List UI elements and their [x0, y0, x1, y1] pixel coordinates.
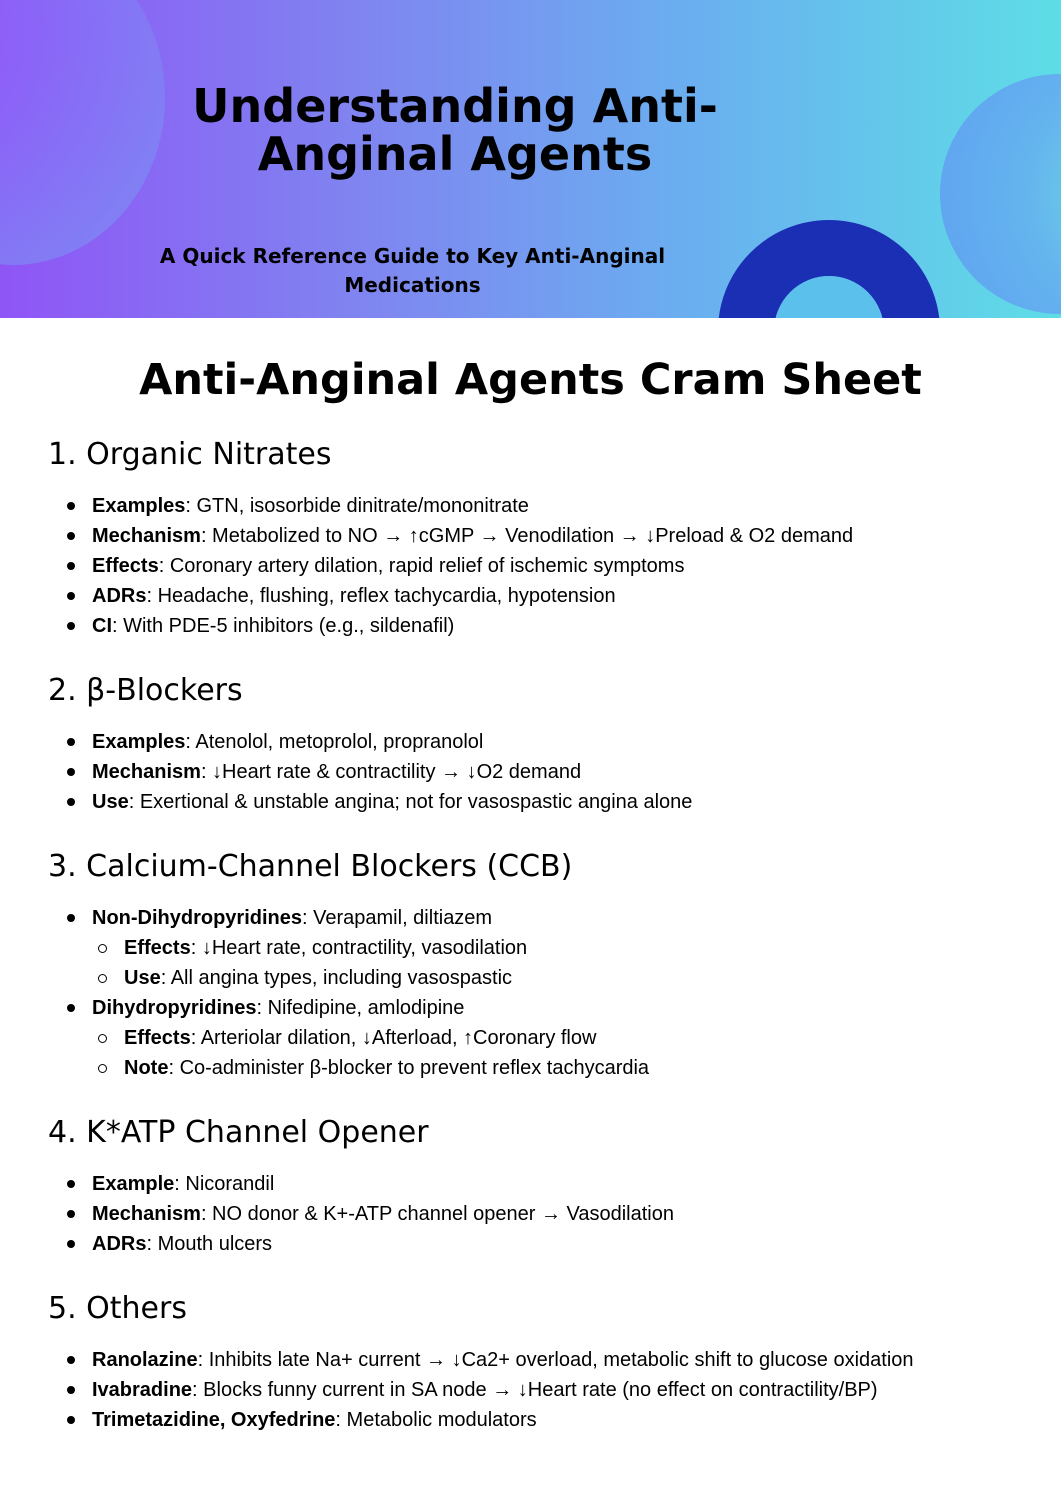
list-item — [48, 727, 1038, 757]
list-item — [48, 611, 1038, 641]
sub-list-item — [92, 933, 1038, 963]
list-item — [48, 1405, 1038, 1435]
list-item — [48, 903, 1038, 993]
item-text: : Blocks funny current in SA node → ↓Heart rate (no effect on contractility/BP) — [192, 1379, 878, 1401]
section-list — [48, 1345, 1038, 1435]
item-label: Example — [92, 1173, 175, 1195]
item-label: Effects — [124, 1027, 191, 1049]
item-text: : GTN, isosorbide dinitrate/mononitrate — [185, 495, 529, 517]
page-title: Anti-Anginal Agents Cram Sheet — [139, 355, 922, 405]
list-item — [48, 581, 1038, 611]
item-text: : ↓Heart rate, contractility, vasodilation — [190, 937, 528, 959]
item-label: Examples — [92, 731, 186, 753]
banner-subtitle: A Quick Reference Guide to Key Anti-Anginal Medications — [159, 244, 666, 297]
section-list — [48, 727, 1038, 817]
sub-list-item — [92, 963, 1038, 993]
item-text: : Headache, flushing, reflex tachycardia, hypotension — [146, 585, 616, 607]
item-label: Mechanism — [92, 1203, 201, 1225]
list-item — [48, 1199, 1038, 1229]
list-item — [48, 1169, 1038, 1199]
list-item — [48, 491, 1038, 521]
item-label: CI — [92, 615, 112, 637]
header-banner — [0, 0, 1061, 318]
banner-title: Understanding Anti-Anginal Agents — [192, 79, 718, 181]
item-text: : With PDE-5 inhibitors (e.g., sildenafil) — [112, 615, 455, 637]
decorative-circle-right — [940, 74, 1061, 314]
item-label: ADRs — [92, 585, 147, 607]
item-label: Effects — [92, 555, 159, 577]
item-label: Dihydropyridines — [92, 997, 257, 1019]
item-text: : Nicorandil — [174, 1173, 275, 1195]
item-label: Note — [124, 1057, 169, 1079]
item-text: : Verapamil, diltiazem — [302, 907, 493, 929]
sub-list — [92, 933, 1038, 993]
item-text: : Atenolol, metoprolol, propranolol — [185, 731, 484, 753]
item-label: Mechanism — [92, 761, 201, 783]
section-list — [48, 491, 1038, 641]
section-heading: 4. K*ATP Channel Opener — [48, 1115, 429, 1150]
cram-sheet-content — [48, 433, 1038, 1463]
decorative-circle-left — [0, 0, 165, 265]
section-heading: 1. Organic Nitrates — [48, 437, 332, 472]
item-label: Examples — [92, 495, 186, 517]
section-list — [48, 903, 1038, 1083]
item-label: Use — [92, 791, 129, 813]
list-item — [48, 521, 1038, 551]
item-text: : Inhibits late Na+ current → ↓Ca2+ overload, metabolic shift to glucose oxidation — [197, 1349, 914, 1371]
list-item — [48, 551, 1038, 581]
sub-list-item — [92, 1023, 1038, 1053]
list-item — [48, 1229, 1038, 1259]
item-label: Effects — [124, 937, 191, 959]
item-label: Ivabradine — [92, 1379, 193, 1401]
item-text: : Metabolized to NO → ↑cGMP → Venodilation → ↓Preload & O2 demand — [200, 525, 854, 547]
item-label: Ranolazine — [92, 1349, 198, 1371]
item-text: : Mouth ulcers — [146, 1233, 273, 1255]
item-text: : All angina types, including vasospastic — [160, 967, 513, 989]
item-label: Use — [124, 967, 161, 989]
sub-list — [92, 1023, 1038, 1083]
item-text: : Nifedipine, amlodipine — [256, 997, 465, 1019]
section-heading: 5. Others — [48, 1291, 187, 1326]
list-item — [48, 1375, 1038, 1405]
section-heading: 2. β-Blockers — [48, 673, 243, 708]
item-text: : NO donor & K+-ATP channel opener → Vasodilation — [200, 1203, 674, 1225]
item-label: Non-Dihydropyridines — [92, 907, 303, 929]
list-item — [48, 787, 1038, 817]
list-item — [48, 757, 1038, 787]
list-item — [48, 993, 1038, 1083]
item-text: : ↓Heart rate & contractility → ↓O2 demand — [200, 761, 582, 783]
item-text: : Co-administer β-blocker to prevent reflex tachycardia — [168, 1057, 650, 1079]
item-label: Mechanism — [92, 525, 201, 547]
item-text: : Metabolic modulators — [335, 1409, 537, 1431]
list-item — [48, 1345, 1038, 1375]
item-label: ADRs — [92, 1233, 147, 1255]
section-heading: 3. Calcium-Channel Blockers (CCB) — [48, 849, 573, 884]
sub-list-item — [92, 1053, 1038, 1083]
item-text: : Arteriolar dilation, ↓Afterload, ↑Coronary flow — [190, 1027, 597, 1049]
item-text: : Exertional & unstable angina; not for vasospastic angina alone — [128, 791, 693, 813]
item-text: : Coronary artery dilation, rapid relief of ischemic symptoms — [158, 555, 685, 577]
section-list — [48, 1169, 1038, 1259]
item-label: Trimetazidine, Oxyfedrine — [92, 1409, 336, 1431]
